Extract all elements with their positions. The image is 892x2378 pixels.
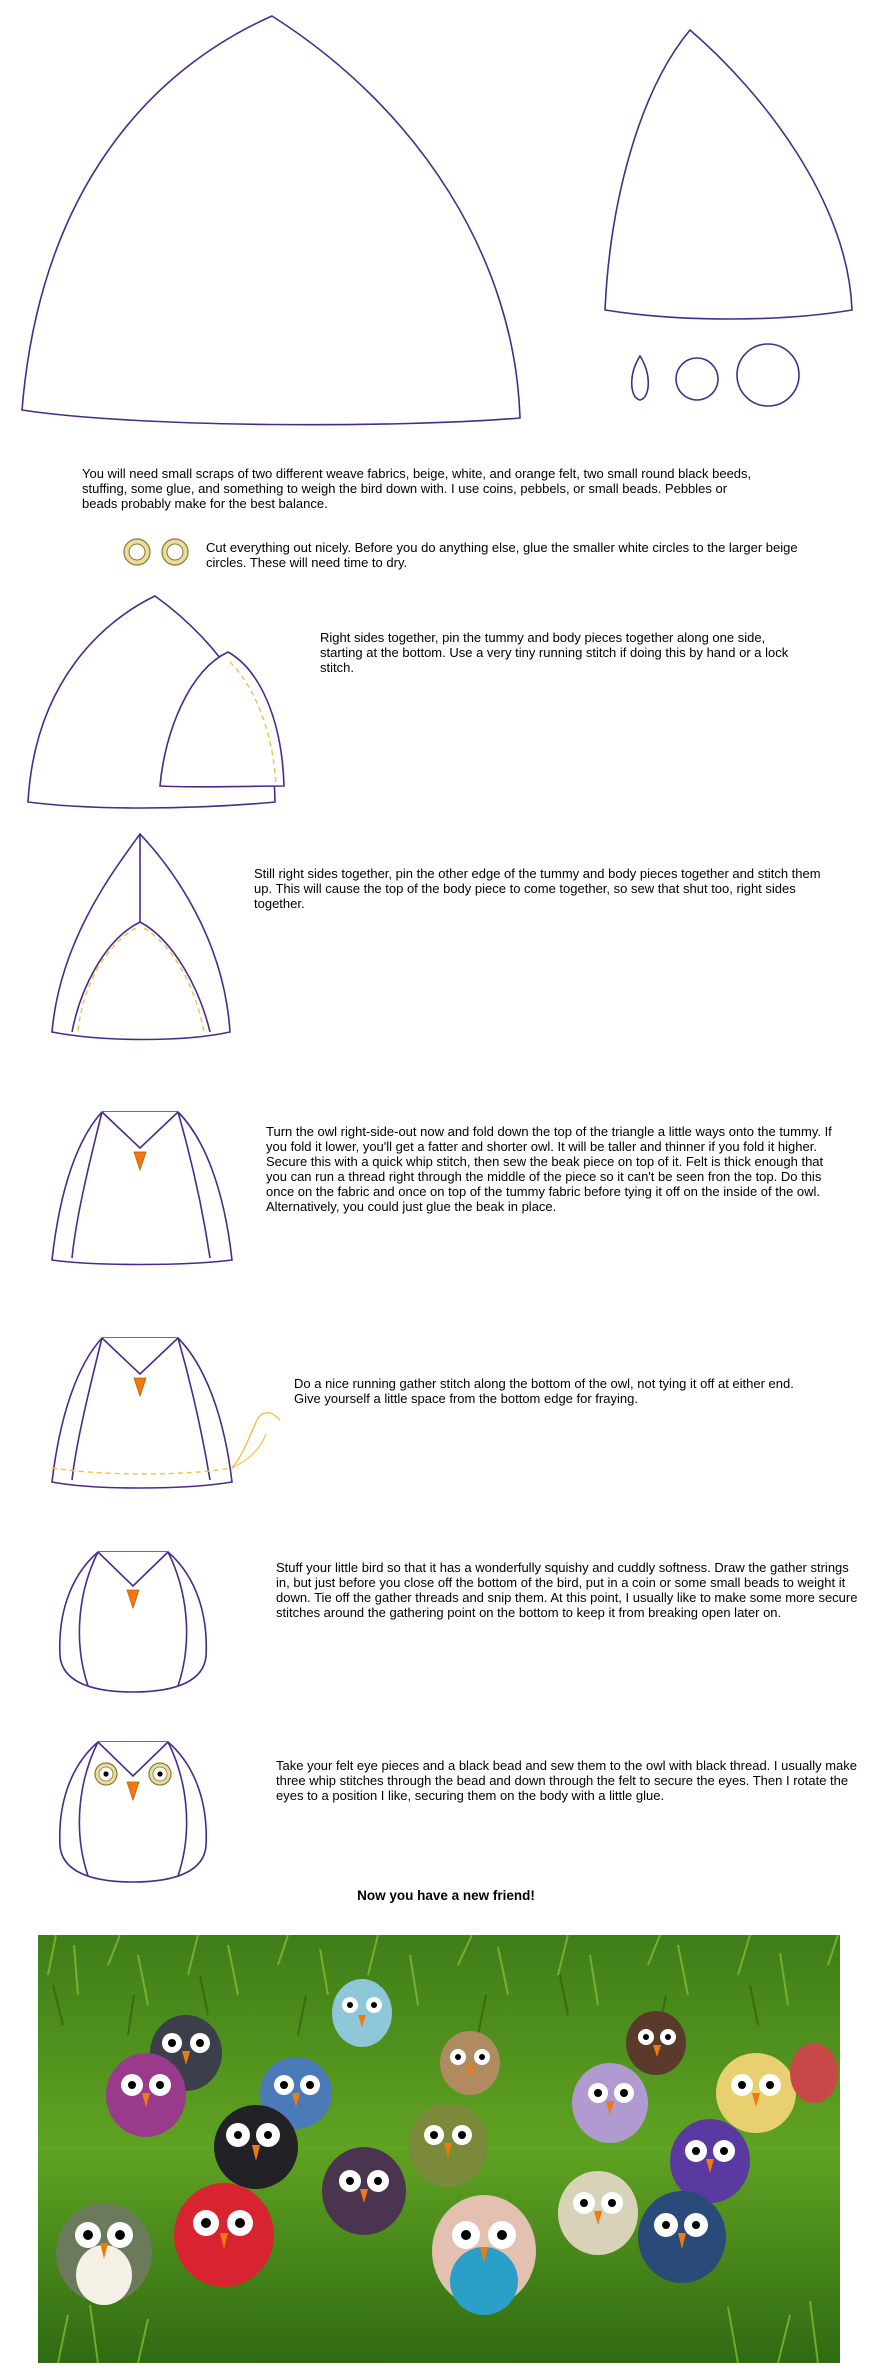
step-6-text: Stuff your little bird so that it has a wonderfully squishy and cuddly softness. Draw the gather strings in, but just before you close off the bottom of the bird, put in a coin or some small beads to weight it down. Tie off the gather threads and snip them. At this point, I usually like to make some more secure stitches around the gathering point on the bottom to keep it from breaking open later on. bbox=[276, 1560, 858, 1620]
step-7-text: Take your felt eye pieces and a black bead and sew them to the owl with black thread. I usually make three whip stitches through the bead and down through the felt to secure the eyes. Then I rotate the eyes to a position I like, securing them on the body with a little glue. bbox=[276, 1758, 857, 1803]
step-6-illustration bbox=[58, 1548, 258, 1698]
step-1-text: Cut everything out nicely. Before you do anything else, glue the smaller white circles to the larger beige circles. These will need time to dry. bbox=[206, 540, 798, 570]
intro-text: You will need small scraps of two different weave fabrics, beige, white, and orange felt, two small round black beeds, stuffing, some glue, and something to weigh the bird down with. I use coins, pebbels, or small beads. Pebbles or beads probably make for the best balance. bbox=[82, 466, 752, 511]
step-2-illustration bbox=[20, 590, 280, 810]
step-4-illustration bbox=[44, 1108, 244, 1268]
pattern-eye-large-circle bbox=[0, 0, 892, 440]
glued-eye-pieces bbox=[118, 534, 218, 574]
step-3-illustration bbox=[44, 830, 244, 1060]
owls-photo bbox=[38, 1935, 840, 2363]
step-4-text: Turn the owl right-side-out now and fold down the top of the triangle a little ways onto the tummy. If you fold it lower, you'll get a fatter and shorter owl. It will be taller and thinner if you fold it higher. Secure this with a quick whip stitch, then sew the beak piece on top of it. Felt is thick enough that you can run a thread right through the middle of the piece so it can't be seen fron the top. Do this once on the fabric and once on top of the tummy fabric before tying it off on the inside of the owl. Alternatively, you could just glue the beak in place. bbox=[266, 1124, 832, 1214]
step-5-text: Do a nice running gather stitch along the bottom of the owl, not tying it off at either end. Give yourself a little space from the bottom edge for fraying. bbox=[294, 1376, 794, 1406]
step-5-illustration bbox=[44, 1334, 304, 1494]
step-7-illustration bbox=[58, 1738, 258, 1888]
step-2-text: Right sides together, pin the tummy and body pieces together along one side, starting at the bottom. Use a very tiny running stitch if doing this by hand or a lock stitch. bbox=[320, 630, 789, 675]
owls-in-grass-image bbox=[38, 1935, 840, 2363]
step-3-text: Still right sides together, pin the other edge of the tummy and body pieces together and stitch them up. This will cause the top of the body piece to come together, so sew that shut too, right sides together. bbox=[254, 866, 821, 911]
final-heading: Now you have a new friend! bbox=[357, 1888, 535, 1903]
